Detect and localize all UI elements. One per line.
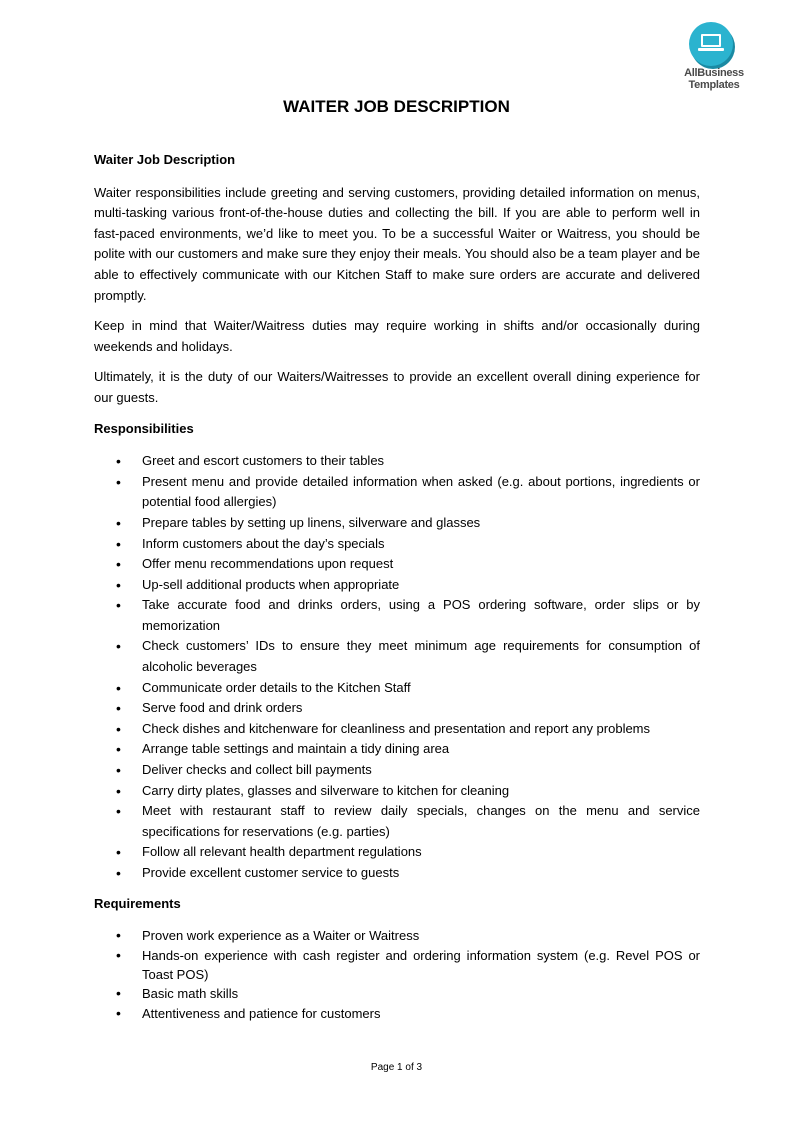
list-item: • Prepare tables by setting up linens, silverware and glasses <box>94 513 700 534</box>
list-item: • Deliver checks and collect bill payments <box>94 760 700 781</box>
list-item: • Take accurate food and drinks orders, using a POS ordering software, order slips or by memorization <box>94 595 700 636</box>
list-item: • Present menu and provide detailed information when asked (e.g. about portions, ingredients or potential food allergies) <box>94 472 700 513</box>
logo-line-1: AllBusiness <box>684 67 744 79</box>
page-number: Page 1 of 3 <box>370 1062 423 1073</box>
responsibilities-list <box>94 451 700 883</box>
intro-paragraph-1: Waiter responsibilities include greeting and serving customers, providing detailed information on menus, multi-tasking various front-of-the-house duties and collecting the bill. If you are able to perform well in fast-paced environments, we’d like to meet you. To be a successful Waiter or Waitress, you should be polite with our customers and make sure they enjoy their meals. You should also be a team player and be able to effectively communicate with our Kitchen Staff to make sure orders are accurate and delivered promptly. <box>94 184 700 303</box>
list-item: • Serve food and drink orders <box>94 698 700 719</box>
list-item: • Hands-on experience with cash register and ordering information system (e.g. Revel POS or Toast POS) <box>94 946 700 985</box>
responsibilities-heading: Responsibilities <box>94 420 194 436</box>
logo-line-2: Templates <box>688 79 740 91</box>
list-item: • Check dishes and kitchenware for cleanliness and presentation and report any problems <box>94 719 700 740</box>
list-item: • Basic math skills <box>94 984 700 1003</box>
intro-paragraph-2: Keep in mind that Waiter/Waitress duties may require working in shifts and/or occasionally during weekends and holidays. <box>94 318 700 354</box>
list-item: • Offer menu recommendations upon request <box>94 554 700 575</box>
list-item: • Greet and escort customers to their tables <box>94 451 700 472</box>
list-item: • Check customers’ IDs to ensure they meet minimum age requirements for consumption of alcoholic beverages <box>94 636 700 677</box>
requirements-heading: Requirements <box>94 895 181 911</box>
document-body <box>94 150 700 1033</box>
document-title: WAITER JOB DESCRIPTION <box>283 97 510 116</box>
allbusiness-templates-logo <box>676 20 756 94</box>
list-item: • Proven work experience as a Waiter or Waitress <box>94 926 700 945</box>
list-item: • Carry dirty plates, glasses and silverware to kitchen for cleaning <box>94 781 700 802</box>
logo-text <box>676 67 752 91</box>
intro-heading: Waiter Job Description <box>94 152 236 167</box>
intro-paragraph-3: Ultimately, it is the duty of our Waiters/Waitresses to provide an excellent overall dining experience for our guests. <box>94 369 700 405</box>
list-item: • Inform customers about the day’s specials <box>94 534 700 555</box>
laptop-icon <box>689 22 733 66</box>
requirements-list <box>94 926 700 1023</box>
list-item: • Up-sell additional products when appropriate <box>94 575 700 596</box>
list-item: • Follow all relevant health department regulations <box>94 842 700 863</box>
list-item: • Meet with restaurant staff to review daily specials, changes on the menu and service specifications for reservations (e.g. parties) <box>94 801 700 842</box>
list-item: • Arrange table settings and maintain a tidy dining area <box>94 739 700 760</box>
list-item: • Provide excellent customer service to guests <box>94 863 700 884</box>
list-item: • Attentiveness and patience for customers <box>94 1004 700 1023</box>
list-item: • Communicate order details to the Kitchen Staff <box>94 678 700 699</box>
